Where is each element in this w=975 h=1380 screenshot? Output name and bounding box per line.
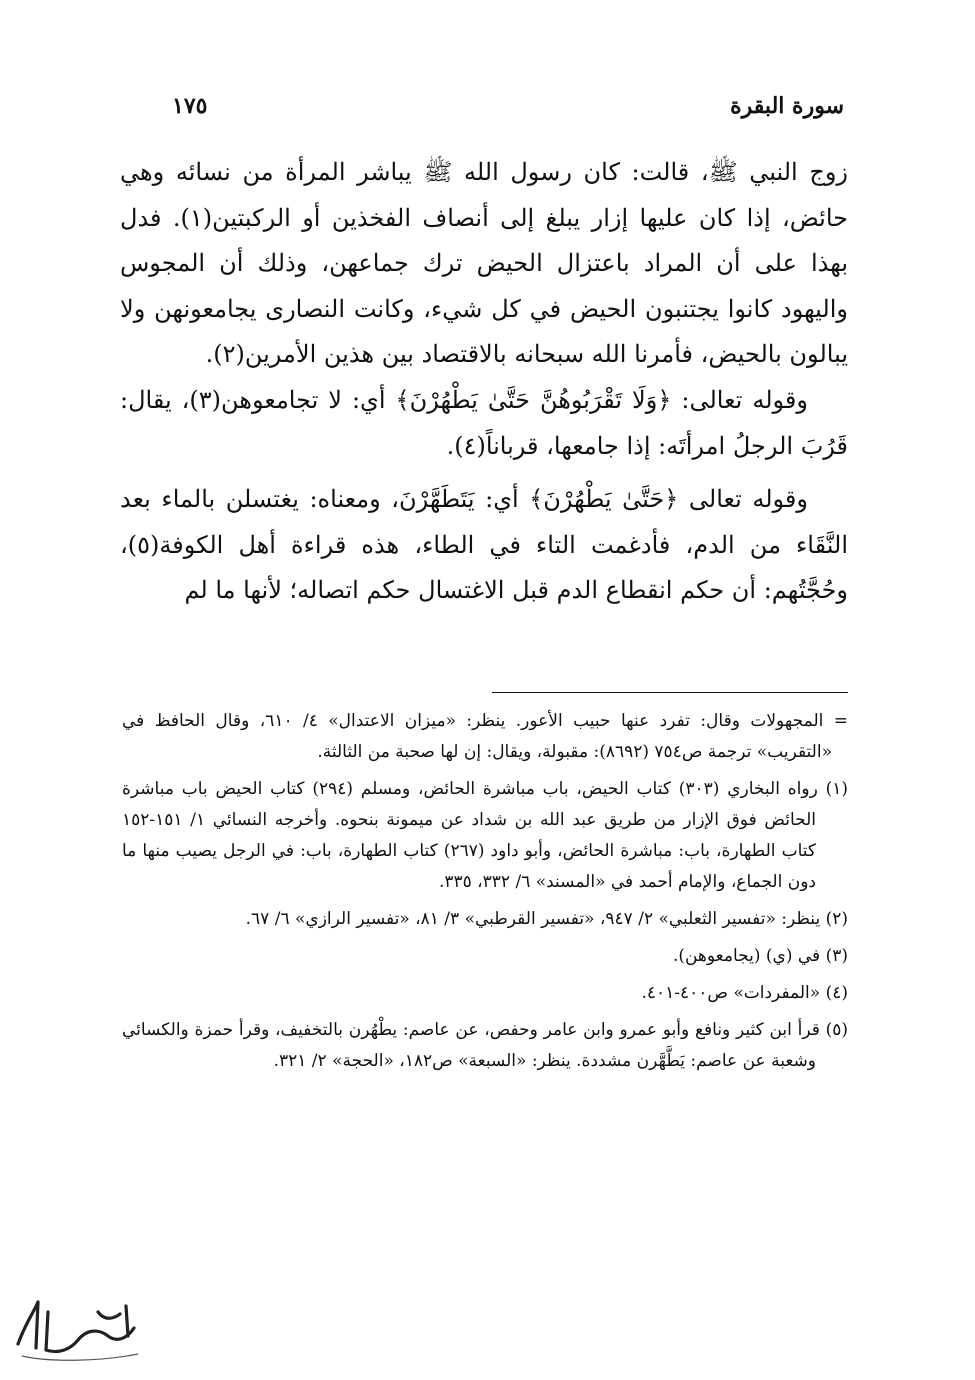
footnote-3: (٣) في (ي) (يجامعوهن). [672,946,848,966]
page-number: ١٧٥ [172,93,208,119]
paragraph-1: زوج النبي ﷺ، قالت: كان رسول الله ﷺ يباشر المرأة من نسائه وهي حائض، إذا كان عليها إزار يبلغ إلى أنصاف الفخذين أو الركبتين(١). فدل بهذا على أن المراد باعتزال الحيض ترك جماعهن، وذلك أن المجوس واليهود كانوا يجتنبون الحيض في كل شيء، وكانت النصارى يجامعونهن ولا يبالون بالحيض، فأمرنا الله سبحانه بالاقتصاد بين هذين الأمرين(٢). [120,158,848,369]
surah-title: سورة البقرة [730,93,844,119]
page-header [172,86,844,126]
footnote-separator [492,692,848,693]
footnote-1: (١) رواه البخاري (٣٠٣) كتاب الحيض، باب مباشرة الحائض، ومسلم (٢٩٤) كتاب الحيض باب مباشرة الحائض فوق الإزار من طريق عبد الله بن شداد عن ميمونة بنحوه. وأخرجه النسائي ١/ ١٥١-١٥٢ كتاب الطهارة، باب: مباشرة الحائض، وأبو داود (٢٦٧) كتاب الطهارة، باب: في الرجل يصيب منها ما دون الجماع، والإمام أحمد في «المسند» ٦/ ٣٣٢، ٣٣٥. [122,779,848,892]
paragraph-3: وقوله تعالى ﴿حَتَّىٰ يَطْهُرْنَ﴾ أي: يَتَطَهَّرْنَ، ومعناه: يغتسلن بالماء بعد النَّقَاء من الدم، فأدغمت التاء في الطاء، هذه قراءة أهل الكوفة(٥)، وحُجَّتُهم: أن حكم انقطاع الدم قبل الاغتسال حكم اتصاله؛ لأنها ما لم [120,485,848,605]
footnote-continuation: = المجهولات وقال: تفرد عنها حبيب الأعور. ينظر: «ميزان الاعتدال» ٤/ ٦١٠، وقال الحافظ في «التقريب» ترجمة ص٧٥٤ (٨٦٩٢): مقبولة، ويقال: إن لها صحبة من الثالثة. [122,711,848,762]
footnote-2: (٢) ينظر: «تفسير الثعلبي» ٢/ ٩٤٧، «تفسير القرطبي» ٣/ ٨١، «تفسير الرازي» ٦/ ٦٧. [245,909,848,929]
footnote-4: (٤) «المفردات» ص٤٠٠-٤٠١. [641,983,848,1003]
footnotes [122,706,848,1083]
main-text [120,150,848,614]
paragraph-2: وقوله تعالى: ﴿وَلَا تَقْرَبُوهُنَّ حَتَّىٰ يَطْهُرْنَ﴾ أي: لا تجامعوهن(٣)، يقال: قَرُبَ الرجلُ امرأتَه: إذا جامعها، قرباناً(٤). [120,385,848,460]
footnote-5: (٥) قرأ ابن كثير ونافع وأبو عمرو وابن عامر وحفص، عن عاصم: يطْهُرن بالتخفيف، وقرأ حمزة والكسائي وشعبة عن عاصم: يَطَّهَّرن مشددة. ينظر: «السبعة» ص١٨٢، «الحجة» ٢/ ٣٢١. [122,1020,848,1071]
calligraphy-logo [8,1292,148,1366]
